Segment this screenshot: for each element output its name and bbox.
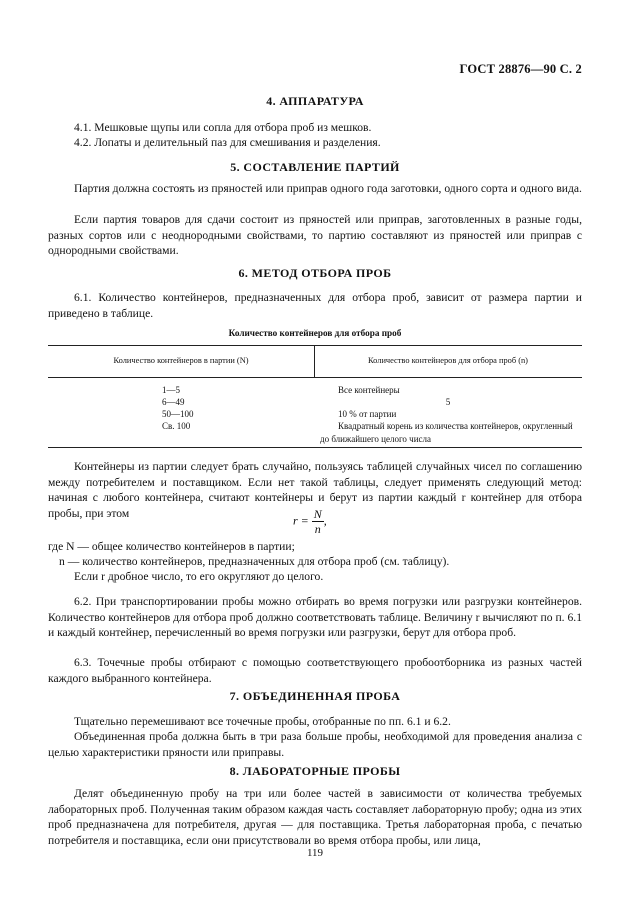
- s6-paragraph-1: 6.1. Количество контейнеров, предназначенных для отбора проб, зависит от размера партии и приведено в таблице.: [48, 291, 582, 320]
- table-cell-lot: 50—100: [162, 409, 194, 419]
- page-number: 119: [306, 847, 324, 859]
- formula-tail: ,: [323, 513, 327, 528]
- formula-denominator: n: [314, 522, 321, 536]
- page-header: ГОСТ 28876—90 С. 2: [459, 62, 582, 76]
- s5-paragraph-1: Партия должна состоять из пряностей или приправ одного года заготовки, одного сорта и одного вида.: [74, 182, 582, 195]
- formula-fraction: [312, 507, 324, 536]
- table-top-rule: [48, 345, 582, 346]
- where-n: где N — общее количество контейнеров в партии;: [48, 540, 295, 553]
- s5-paragraph-2: Если партия товаров для сдачи состоит из пряностей или приправ, заготовленных в разные годы, разных сортов или с неоднородными свойствами, то партию составляют из пряностей или приправ с однородными свойствами.: [48, 213, 582, 258]
- table-cell-lot: 6—49: [162, 397, 185, 407]
- s7-paragraph-2: Объединенная проба должна быть в три раза больше пробы, необходимой для проведения анализа с целью характеристики пряности или приправы.: [48, 730, 582, 759]
- s4-item-2: 4.2. Лопаты и делительный паз для смешивания и разделения.: [74, 136, 381, 149]
- section-7-title: 7. ОБЪЕДИНЕННАЯ ПРОБА: [229, 689, 401, 703]
- table-bottom-rule: [48, 447, 582, 448]
- table-header-rule: [48, 377, 582, 378]
- table-cell-lot: Св. 100: [162, 421, 191, 431]
- table-cell-sample: Все контейнеры: [338, 385, 400, 395]
- s4-item-1: 4.1. Мешковые щупы или сопла для отбора проб из мешков.: [74, 121, 372, 134]
- s7-paragraph-1: Тщательно перемешивают все точечные пробы, отобранные по пп. 6.1 и 6.2.: [74, 715, 451, 728]
- table-cell-lot: 1—5: [162, 385, 180, 395]
- s8-paragraph-1: Делят объединенную пробу на три или более частей в зависимости от количества требуемых лабораторных проб. Полученная таким образом каждая часть составляет лабораторную пробу; одна из этих проб предназначена для потребителя, другая — для поставщика. Третья лабораторная проба, с печатью потребителя и поставщика, если они присутствовали во время отбора пробы, или лица,: [48, 787, 582, 847]
- table-header-lot: Количество контейнеров в партии (N): [113, 356, 249, 365]
- section-8-title: 8. ЛАБОРАТОРНЫЕ ПРОБЫ: [229, 764, 401, 778]
- section-4-title: 4. АППАРАТУРА: [266, 94, 364, 108]
- s6-paragraph-3: Если r дробное число, то его округляют до целого.: [74, 570, 324, 583]
- section-5-title: 5. СОСТАВЛЕНИЕ ПАРТИЙ: [230, 160, 400, 174]
- where-small-n: n — количество контейнеров, предназначенных для отбора проб (см. таблицу).: [59, 555, 450, 568]
- formula-numerator: N: [313, 507, 322, 521]
- formula: [293, 507, 327, 536]
- table-caption: Количество контейнеров для отбора проб: [228, 328, 402, 338]
- table-cell-sample: 10 % от партии: [338, 409, 397, 419]
- table-cell-sample: 5: [445, 397, 451, 407]
- s6-paragraph-2: Контейнеры из партии следует брать случайно, пользуясь таблицей случайных чисел по соглашению между потребителем и поставщиком. Если нет такой таблицы, следует применять следующий метод: начиная с любого контейнера, считают контейнеры и берут из партии каждый r контейнер для отбора пробы, при этом: [48, 460, 582, 520]
- table-cell-sample: Квадратный корень из количества контейнеров, округленный до ближайшего целого числа: [320, 421, 573, 444]
- document-page: [48, 0, 582, 914]
- s6-paragraph-5: 6.3. Точечные пробы отбирают с помощью соответствующего пробоотборника из разных частей каждого выбранного контейнера.: [48, 656, 582, 685]
- s6-paragraph-4: 6.2. При транспортировании пробы можно отбирать во время погрузки или разгрузки контейнеров. Количество контейнеров для отбора проб должно соответствовать таблице. Величину r вычисляют по п. 6.1 и каждый контейнер, перечисленный во время погрузки или разгрузки, берут для отбора проб.: [48, 595, 582, 640]
- section-6-title: 6. МЕТОД ОТБОРА ПРОБ: [238, 266, 392, 280]
- table-header-sample: Количество контейнеров для отбора проб (n): [368, 356, 528, 365]
- formula-lhs: r =: [293, 513, 309, 528]
